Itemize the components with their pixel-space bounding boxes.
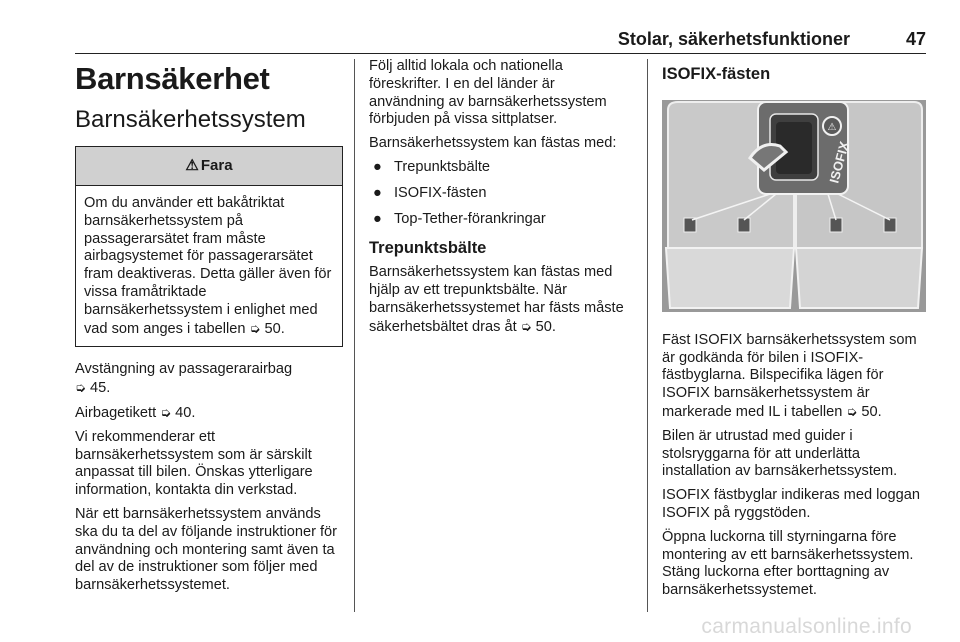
paragraph: Barnsäkerhetssystem kan fästas med hjälp av ett trepunktsbälte. När barnsäkerhetssystemet har fästs måste säkerhetsbältet dras åt ➭ 50. [369,264,624,335]
warning-title: Fara [200,157,233,175]
warning-header [76,147,342,186]
chapter-title: Stolar, säkerhetsfunktioner [617,29,850,49]
column-2 [369,58,632,343]
column-3 [662,58,926,606]
page-ref[interactable]: 50. [861,403,882,420]
page-ref[interactable]: 40. [175,404,196,421]
page-number: 47 [905,29,926,49]
list-item: ● Trepunktsbälte [373,158,490,175]
cross-reference-icon[interactable]: ➭ [520,318,532,334]
column-divider-2 [647,59,648,612]
isofix-logo-label: ISOFIX [826,139,852,185]
page-header [75,29,926,54]
warning-triangle-icon: ⚠ [185,157,199,175]
column-1 [75,58,343,601]
warning-text: Om du använder ett bakåtriktat barnsäkerhetssystem på passagerarsätet fram måste airbagsystemet för passagerarsätet fram deaktiveras. Detta gäller även för vissa framåtriktade barnsäkerhetssystem i enlighet med vad som anges i tabellen ➭ 50. [84,195,332,337]
paragraph: Airbagetikett ➭ 40. [75,404,196,421]
warning-ref[interactable]: 50. [264,320,285,337]
list-item: ● ISOFIX-fästen [373,184,487,201]
subheading: ISOFIX-fästen [662,65,771,83]
paragraph: Fäst ISOFIX barnsäkerhetssystem som är godkända för bilen i ISOFIX-fästbyglarna. Bilspecifika lägen för ISOFIX barnsäkerhetssystem är markerade med IL i tabellen ➭ 50. [662,331,917,420]
paragraph: Bilen är utrustad med guider i stolsryggarna för att underlätta installation av barnsäkerhetssystem. [662,427,898,480]
cross-reference-icon[interactable]: ➭ [249,320,261,336]
list-item: ● Top-Tether-förankringar [373,210,546,227]
subsection-heading: Barnsäkerhetssystem [75,106,306,133]
cross-reference-icon[interactable]: ➭ [846,403,858,419]
cross-reference-icon[interactable]: ➭ [75,380,86,396]
paragraph: Barnsäkerhetssystem kan fästas med: [369,135,617,152]
page-ref[interactable]: 50. [535,318,556,335]
section-heading: Barnsäkerhet [75,61,270,96]
paragraph: Följ alltid lokala och nationella föreskrifter. I en del länder är användning av barnsäkerhetssystem förbjuden på vissa sittplatser. [369,58,607,128]
warning-box [75,146,343,347]
page-ref[interactable]: 45. [89,380,111,397]
isofix-seat-illustration [662,100,926,312]
bullet-list [369,159,632,228]
paragraph: Öppna luckorna till styrningarna före montering av ett barnsäkerhetssystem. Stäng luckorna efter borttagning av barnsäkerhetssystemet. [662,528,914,599]
paragraph: Vi rekommenderar ett barnsäkerhetssystem som är särskilt anpassat till bilen. Önskas ytterligare information, kontakta din verkstad. [75,428,313,499]
watermark: carmanualsonline.info [701,615,912,638]
paragraph: När ett barnsäkerhetssystem används ska du ta del av följande instruktioner för användning och montering samt även ta del av de instruktioner som följer med barnsäkerhetssystemet. [75,505,338,594]
cross-reference-icon[interactable]: ➭ [160,404,172,420]
subheading: Trepunktsbälte [369,239,487,258]
paragraph: Avstängning av passagerarairbag ➭ 45. [75,361,293,397]
svg-text:⚠: ⚠ [827,122,837,133]
paragraph: ISOFIX fästbyglar indikeras med loggan ISOFIX på ryggstöden. [662,487,920,521]
column-divider-1 [354,59,355,612]
